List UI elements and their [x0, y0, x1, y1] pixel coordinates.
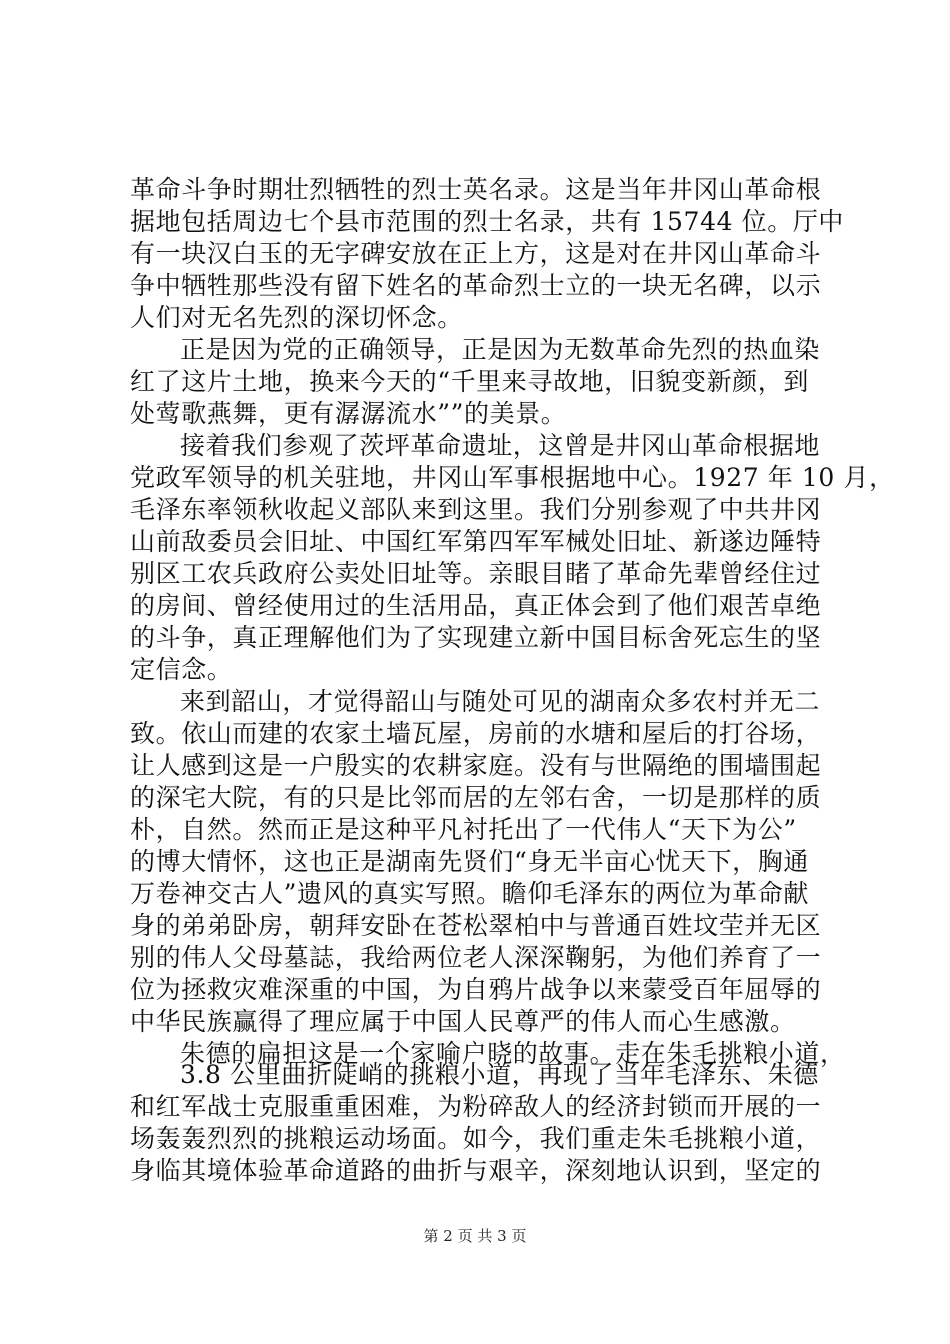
text-line: 革命斗争时期壮烈牺牲的烈士英名录。这是当年井冈山革命根 [130, 175, 822, 204]
text-line: 身的弟弟卧房，朝拜安卧在苍松翠柏中与普通百姓坟茔并无区 [130, 911, 822, 940]
text-line: 让人感到这是一户殷实的农耕家庭。没有与世隔绝的围墙围起 [130, 751, 822, 780]
text-line: 和红军战士克服重重困难，为粉碎敌人的经济封锁而开展的一 [130, 1092, 822, 1121]
text-line: 处莺歌燕舞，更有潺潺流水””的美景。 [130, 399, 567, 428]
text-line: 党政军领导的机关驻地，井冈山军事根据地中心。1927 年 10 月， [130, 463, 895, 492]
text-line: 别区工农兵政府公卖处旧址等。亲眼目睹了革命先辈曾经住过 [130, 559, 822, 588]
text-line: 定信念。 [130, 655, 233, 684]
text-line: 来到韶山，才觉得韶山与随处可见的湖南众多农村并无二 [180, 687, 821, 716]
text-line: 人们对无名先烈的深切怀念。 [130, 303, 463, 332]
text-line: 毛泽东率领秋收起义部队来到这里。我们分别参观了中共井冈 [130, 495, 822, 524]
text-line: 3.8 公里曲折陡峭的挑粮小道，再现了当年毛泽东、朱德 [180, 1060, 819, 1089]
text-line: 的房间、曾经使用过的生活用品，真正体会到了他们艰苦卓绝 [130, 591, 822, 620]
text-line: 据地包括周边七个县市范围的烈士名录，共有 15744 位。厅中 [130, 207, 845, 236]
text-line: 争中牺牲那些没有留下姓名的革命烈士立的一块无名碑，以示 [130, 271, 822, 300]
text-line: 红了这片土地，换来今天的“千里来寻故地，旧貌变新颜，到 [130, 367, 809, 396]
text-line: 的博大情怀，这也正是湖南先贤们“身无半亩心忧天下，胸通 [130, 847, 809, 876]
text-line: 场轰轰烈烈的挑粮运动场面。如今，我们重走朱毛挑粮小道， [130, 1124, 822, 1153]
text-line: 的斗争，真正理解他们为了实现建立新中国目标舍死忘生的坚 [130, 623, 822, 652]
text-line: 中华民族赢得了理应属于中国人民尊严的伟人而心生感激。 [130, 1007, 796, 1036]
text-line: 的深宅大院，有的只是比邻而居的左邻右舍，一切是那样的质 [130, 783, 822, 812]
text-line: 别的伟人父母墓誌，我给两位老人深深鞠躬，为他们养育了一 [130, 943, 822, 972]
text-line: 山前敌委员会旧址、中国红军第四军军械处旧址、新遂边陲特 [130, 527, 822, 556]
text-line: 朱德的扁担这是一个家喻户晓的故事。走在朱毛挑粮小道， [180, 1039, 846, 1068]
text-line: 正是因为党的正确领导，正是因为无数革命先烈的热血染 [180, 335, 821, 364]
page-footer: 第 2 页 共 3 页 [423, 1227, 527, 1245]
text-line: 有一块汉白玉的无字碑安放在正上方，这是对在井冈山革命斗 [130, 239, 822, 268]
text-line: 身临其境体验革命道路的曲折与艰辛，深刻地认识到，坚定的 [130, 1156, 822, 1185]
text-line: 朴，自然。然而正是这种平凡衬托出了一代伟人“天下为公” [130, 815, 797, 844]
text-line: 致。依山而建的农家土墙瓦屋，房前的水塘和屋后的打谷场， [130, 719, 822, 748]
text-line: 接着我们参观了茨坪革命遗址，这曾是井冈山革命根据地 [180, 431, 821, 460]
text-line: 万卷神交古人”遗风的真实写照。瞻仰毛泽东的两位为革命献 [130, 879, 809, 908]
text-line: 位为拯救灾难深重的中国，为自鸦片战争以来蒙受百年屈辱的 [130, 975, 822, 1004]
